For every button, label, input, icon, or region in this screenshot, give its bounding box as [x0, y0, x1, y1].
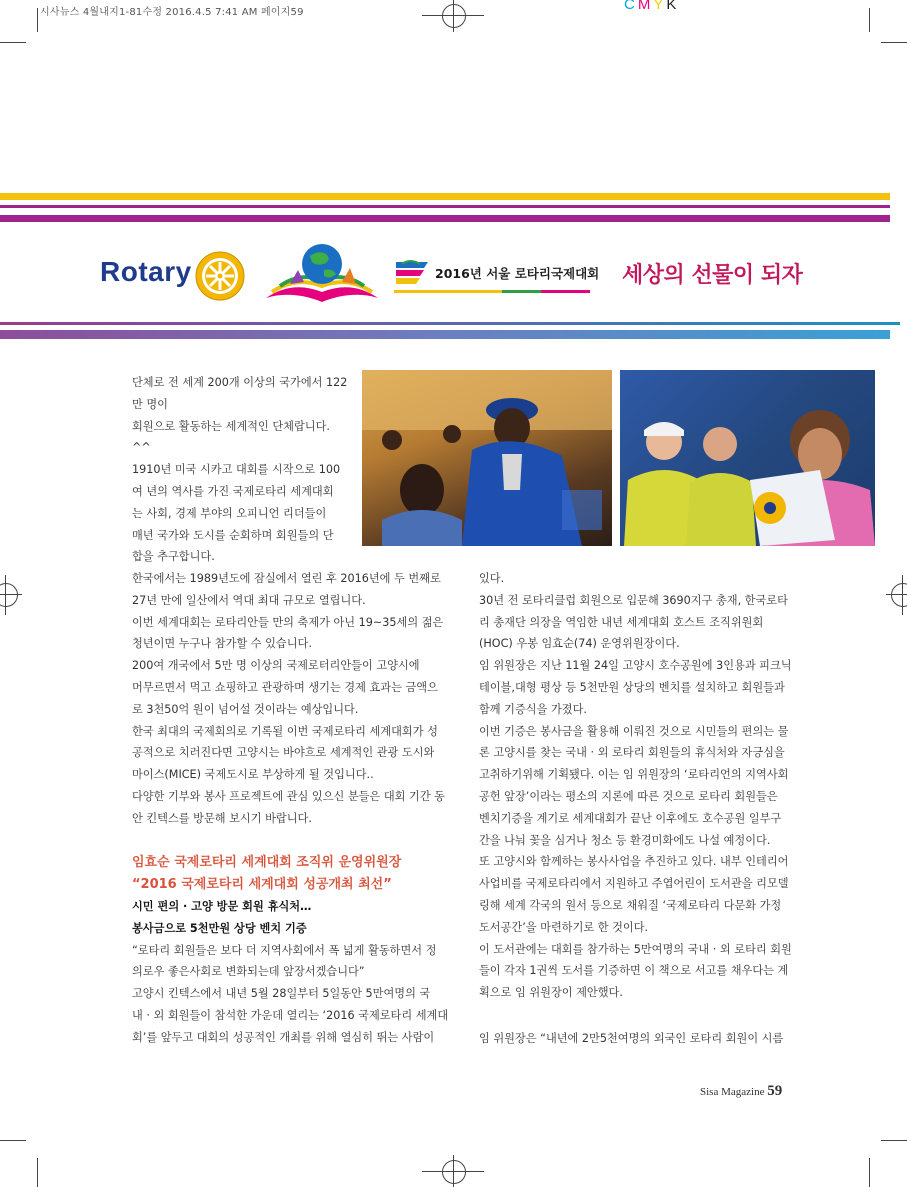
text-line: 안 킨텍스를 방문해 보시기 바랍니다. — [132, 811, 312, 825]
crop-mark — [881, 1140, 907, 1141]
page-number: 59 — [767, 1083, 783, 1099]
text-line: 30년 전 로타리클럽 회원으로 입문해 3690지구 총재, 한국로타 — [479, 593, 788, 607]
text-line: 함께 기증식을 가졌다. — [479, 702, 587, 716]
text-line: 여 년의 역사를 가진 국제로타리 세계대회 — [132, 484, 334, 498]
text-line: 27년 만에 일산에서 역대 최대 규모로 열립니다. — [132, 593, 366, 607]
text-line: 벤치기증을 계기로 세계대회가 끝난 이후에도 호수공원 일부구 — [479, 811, 782, 825]
text-line: 들이 각자 1권씩 도서를 기증하면 이 책으로 서고를 채우다는 계 — [479, 964, 789, 978]
page-footer — [700, 1083, 782, 1100]
text-line: 다양한 기부와 봉사 프로젝트에 관심 있으신 분들은 대회 기간 동 — [132, 789, 445, 803]
right-column-last — [479, 1028, 799, 1050]
text-line: 임 위원장은 지난 11월 24일 고양시 호수공원에 3인용과 피크닉 — [479, 659, 792, 673]
text-line: 고양시 킨텍스에서 내년 5월 28일부터 5일동안 5만여명의 국 — [132, 987, 431, 1001]
interview-subhead: 봉사금으로 5천만원 상당 벤치 기증 — [132, 921, 307, 935]
yellow-stripe — [0, 193, 890, 200]
magazine-name: Sisa Magazine — [700, 1086, 765, 1098]
text-line: 론 고양시를 찾는 국내 · 외 로타리 회원들의 휴식처와 자긍심을 — [479, 746, 785, 760]
seoul-convention-logo — [394, 256, 430, 290]
text-line: 의로우 좋은사회로 변화되는데 앞장서겠습니다” — [132, 965, 365, 979]
text-line: 200여 개국에서 5만 명 이상의 국제로터리안들이 고양시에 — [132, 659, 420, 673]
text-line: 또 고양시와 함께하는 봉사사업을 추진하고 있다. 내부 인테리어 — [479, 855, 789, 869]
text-line: 회원으로 활동하는 세계적인 단체랍니다. — [132, 419, 330, 433]
text-line: 내 · 외 회원들이 참석한 가운데 열리는 ‘2016 국제로타리 세계대 — [132, 1008, 449, 1022]
event-title-underline — [394, 290, 590, 293]
crop-mark — [881, 42, 907, 43]
text-line: 공헌 앞장’이라는 평소의 지론에 따른 것으로 로타리 회원들은 — [479, 789, 778, 803]
text-line: (HOC) 우봉 임효순(74) 운영위원장이다. — [479, 637, 680, 651]
convention-globe-logo — [262, 240, 382, 306]
interview-headline: 임효순 국제로타리 세계대회 조직위 운영위원장 — [132, 855, 402, 870]
text-line: ^^ — [132, 441, 151, 455]
crop-mark — [37, 1158, 38, 1187]
text-line: 는 사회, 경제 부야의 오피니언 리더들이 — [132, 506, 327, 520]
text-line: 리 총재단 의장을 역임한 내년 세계대회 호스트 조직위원회 — [479, 615, 764, 629]
text-line: 이 도서관에는 대회를 참가하는 5만여명의 국내 · 외 로타리 회원 — [479, 942, 792, 956]
cmyk-mark — [624, 0, 679, 13]
text-line: 합을 추구합니다. — [132, 550, 215, 564]
text-line: 간을 나눠 꽃을 심거나 청소 등 환경미화에도 나설 예정이다. — [479, 833, 771, 847]
text-line: 이번 세계대회는 로타리안들 만의 축제가 아닌 19~35세의 젊은 — [132, 615, 444, 629]
crop-mark — [0, 1140, 26, 1141]
crop-mark — [869, 1158, 870, 1187]
text-line: 한국 최대의 국제회의로 기록될 이번 국제로타리 세계대회가 성 — [132, 724, 438, 738]
text-line: 도서공간’을 마련하기로 한 것이다. — [479, 920, 649, 934]
rotary-wheel-icon — [194, 250, 246, 302]
left-column-intro — [132, 372, 354, 568]
print-slug: 시사뉴스 4월내지1-81수정 2016.4.5 7:41 AM 페이지59 — [40, 7, 304, 18]
text-line: 있다. — [479, 572, 505, 585]
text-line: 획으로 임 위원장이 제안했다. — [479, 986, 623, 1000]
rotary-logo-text: Rotary — [100, 256, 192, 287]
cmyk-m: M — [637, 0, 654, 13]
text-line: “로타리 회원들은 보다 더 지역사회에서 폭 넓게 활동하면서 정 — [132, 943, 437, 957]
gradient-stripe-thick — [0, 330, 890, 339]
text-line: 회’를 앞두고 대회의 성공적인 개최를 위해 열심히 뛰는 사람이 — [132, 1030, 435, 1044]
text-line: 이번 기증은 봉사금을 활용해 이뤄진 것으로 시민들의 편의는 물 — [479, 724, 789, 738]
gradient-stripe-thin — [0, 322, 900, 325]
interview-section — [132, 852, 452, 1049]
vaccination-photo — [362, 370, 612, 546]
interview-headline-quote: “2016 국제로타리 세계대회 성공개최 최선” — [132, 877, 392, 892]
vaccination-scene-icon — [362, 370, 612, 546]
right-column-body — [479, 568, 799, 1004]
text-line: 공적으로 치러진다면 고양시는 바야흐로 세계적인 관광 도시와 — [132, 746, 435, 760]
text-line: 고취하기위해 기획됐다. 이는 임 위원장의 ‘로타리언의 지역사회 — [479, 768, 789, 782]
cmyk-y: Y — [653, 0, 667, 13]
cmyk-k: K — [666, 0, 680, 13]
left-column-body — [132, 568, 452, 830]
text-line: 로 3천50억 원이 넘어설 것이라는 예상입니다. — [132, 702, 359, 716]
text-line: 1910년 미국 시카고 대회를 시작으로 100 — [132, 463, 341, 477]
cmyk-c: C — [624, 0, 638, 13]
text-line: 테이블,대형 평상 등 5천만원 상당의 벤치를 설치하고 회원들과 — [479, 680, 785, 694]
interview-subhead: 시민 편의 · 고양 방문 회원 휴식처… — [132, 900, 312, 913]
magenta-stripe-thick — [0, 215, 890, 222]
text-line: 단체로 전 세계 200개 이상의 국가에서 122 — [132, 376, 348, 389]
text-line: 매년 국가와 도시를 순회하며 회원들의 단 — [132, 528, 334, 542]
volunteers-scene-icon — [620, 370, 875, 546]
text-line: 사업비를 국제로타리에서 지원하고 주엽어린이 도서관을 리모델 — [479, 877, 789, 891]
crop-mark — [37, 8, 38, 32]
text-line: 머무르면서 먹고 쇼핑하고 관광하며 생기는 경제 효과는 금액으 — [132, 680, 438, 694]
text-line: 청년이면 누구나 참가할 수 있습니다. — [132, 637, 312, 651]
slogan-heading: 세상의 선물이 되자 — [622, 263, 803, 288]
text-line: 임 위원장은 “내년에 2만5천여명의 외국인 로타리 회원이 시름 — [479, 1032, 784, 1045]
magenta-stripe-thin — [0, 205, 890, 208]
text-line: 만 명이 — [132, 397, 168, 411]
text-line: 한국에서는 1989년도에 잠실에서 열린 후 2016년에 두 번째로 — [132, 572, 441, 585]
crop-mark — [869, 8, 870, 32]
event-title: 2016년 서울 로타리국제대회 — [435, 266, 600, 281]
volunteers-photo — [620, 370, 875, 546]
crop-mark — [0, 42, 26, 43]
text-line: 마이스(MICE) 국제도시로 부상하게 될 것입니다.. — [132, 768, 374, 782]
text-line: 링해 세계 각국의 원서 등으로 채워질 ‘국제로타리 다문화 가정 — [479, 898, 782, 912]
